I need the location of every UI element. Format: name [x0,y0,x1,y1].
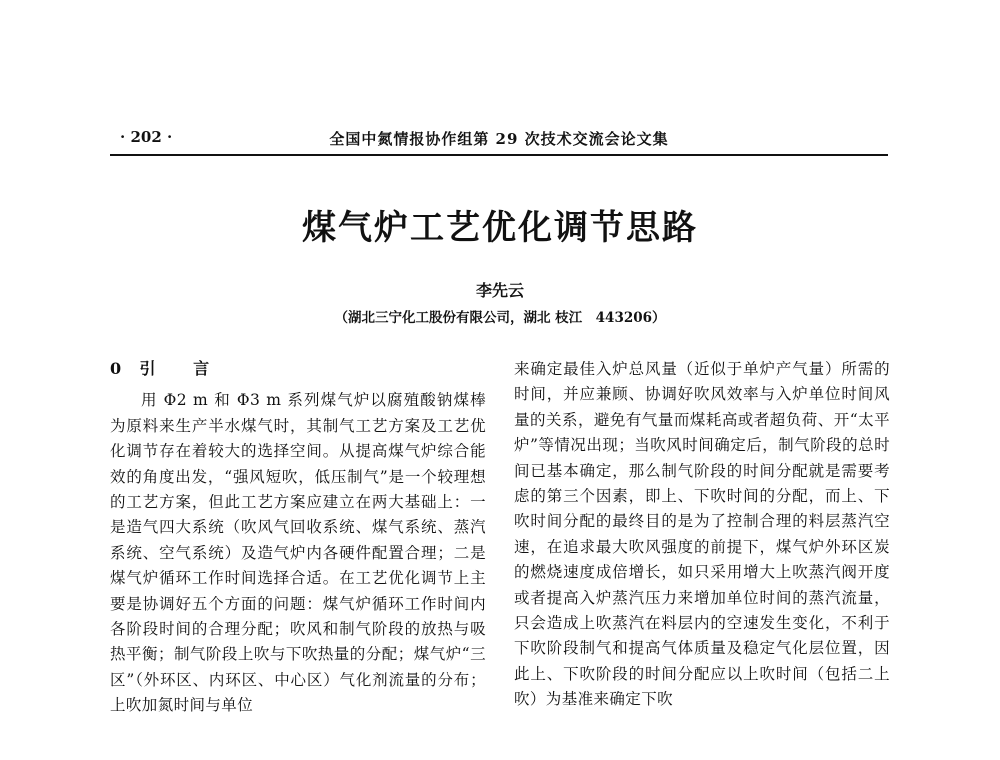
header-rule [110,154,888,156]
right-column [514,357,890,713]
page-number: · 202 · [120,128,173,146]
running-header [110,128,888,152]
section-heading [110,356,486,381]
section-number: 0 [110,359,122,378]
author-affiliation: （湖北三宁化工股份有限公司，湖北 枝江 443206） [334,310,666,326]
journal-title: 全国中氮情报协作组第 29 次技术交流会论文集 [329,130,669,148]
author-name: 李先云 [475,281,524,300]
left-column [110,356,486,719]
section-title: 引 言 [139,359,226,378]
article-title: 煤气炉工艺优化调节思路 [302,208,698,248]
body-paragraph: 用 Φ2 m 和 Φ3 m 系列煤气炉以腐殖酸钠煤棒为原料来生产半水煤气时，其制气工艺方案及工艺优化调节存在着较大的选择空间。从提高煤气炉综合能效的角度出发，“强风短吹，低压制气”是一个较理想的工艺方案，但此工艺方案应建立在两大基础上：一是造气四大系统（吹风气回收系统、煤气系统、蒸汽系统、空气系统）及造气炉内各硬件配置合理；二是煤气炉循环工作时间选择合适。在工艺优化调节上主要是协调好五个方面的问题：煤气炉循环工作时间内各阶段时间的合理分配；吹风和制气阶段的放热与吸热平衡；制气阶段上吹与下吹热量的分配；煤气炉“三区”（外环区、内环区、中心区）气化剂流量的分布；上吹加氮时间与单位 [110,391,486,715]
body-paragraph-continued: 来确定最佳入炉总风量（近似于单炉产气量）所需的时间，并应兼顾、协调好吹风效率与入炉单位时间风量的关系，避免有气量而煤耗高或者超负荷、开“太平炉”等情况出现；当吹风时间确定后，制气阶段的总时间已基本确定，那么制气阶段的时间分配就是需要考虑的第三个因素，即上、下吹时间的分配，而上、下吹时间分配的最终目的是为了控制合理的料层蒸汽空速，在追求最大吹风强度的前提下，煤气炉外环区炭的燃烧速度成倍增长，如只采用增大上吹蒸汽阀开度或者提高入炉蒸汽压力来增加单位时间的蒸汽流量，只会造成上吹蒸汽在料层内的空速发生变化，不利于下吹阶段制气和提高气体质量及稳定气化层位置，因此上、下吹阶段的时间分配应以上吹时间（包括二上吹）为基准来确定下吹 [514,360,890,709]
